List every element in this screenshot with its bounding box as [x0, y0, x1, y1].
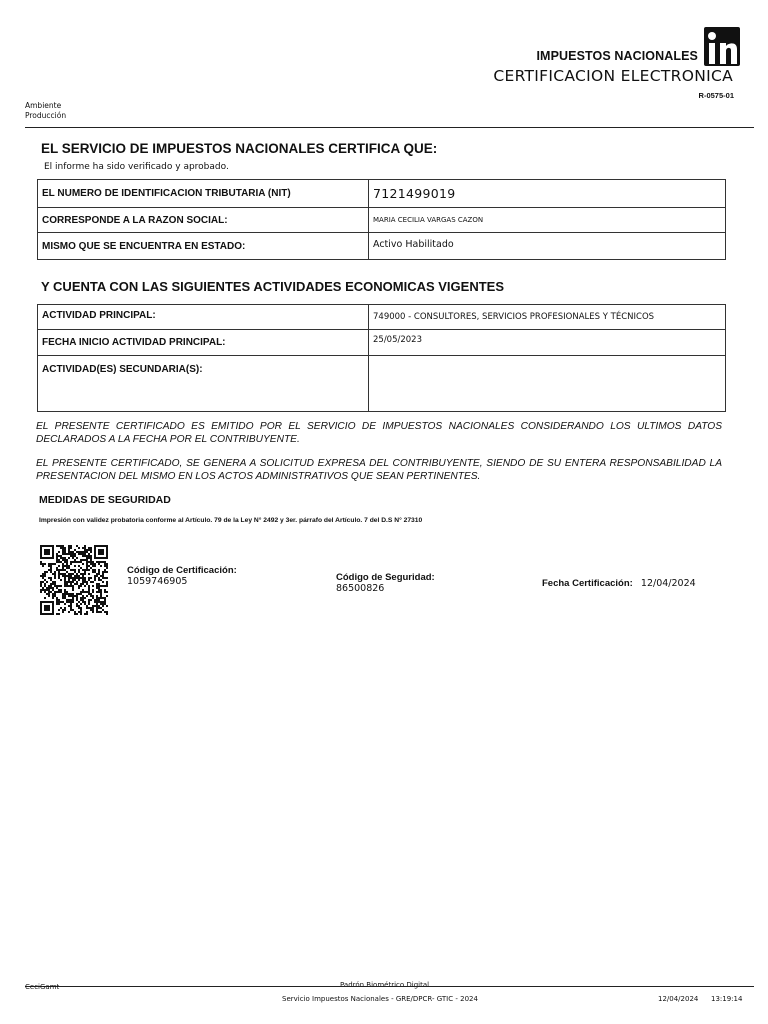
business-name-value: MARIA CECILIA VARGAS CAZON: [369, 208, 726, 233]
activity-start-label: FECHA INICIO ACTIVIDAD PRINCIPAL:: [38, 330, 369, 356]
certification-date-value: 12/04/2024: [640, 578, 696, 589]
table-row: [38, 356, 726, 412]
footer-department: Servicio Impuestos Nacionales - GRE/DPCR- GTIC - 2024: [282, 995, 478, 1003]
activity-start-value: 25/05/2023: [369, 330, 726, 356]
activities-heading: Y CUENTA CON LAS SIGUIENTES ACTIVIDADES ECONOMICAS VIGENTES: [41, 279, 504, 294]
certification-code: [127, 565, 237, 587]
certification-date: [542, 571, 696, 590]
table-row: [38, 208, 726, 233]
footer-time: 13:19:14: [711, 995, 743, 1003]
org-name: IMPUESTOS NACIONALES: [536, 49, 698, 63]
table-row: [38, 330, 726, 356]
environment-label: Ambiente: [25, 101, 62, 110]
table-row: [38, 180, 726, 208]
certification-code-value: 1059746905: [127, 576, 188, 587]
footer-user: CeciGamt: [25, 983, 60, 991]
verification-note: El informe ha sido verificado y aprobado.: [44, 162, 229, 172]
status-value: Activo Habilitado: [369, 233, 726, 260]
footer-date: 12/04/2024: [658, 995, 699, 1003]
security-code-label: Código de Seguridad:: [336, 572, 435, 583]
form-code: R-0575-01: [698, 91, 734, 100]
impuestos-nacionales-logo-icon: [704, 27, 740, 66]
environment-value: Producción: [25, 111, 67, 120]
document-title: CERTIFICACION ELECTRONICA: [493, 67, 733, 85]
environment-info: [25, 101, 66, 121]
certification-heading: EL SERVICIO DE IMPUESTOS NACIONALES CERTIFICA QUE:: [41, 141, 438, 156]
certification-date-label: Fecha Certificación:: [542, 578, 633, 589]
security-code: [336, 572, 435, 594]
header-divider: [25, 127, 754, 128]
security-heading: MEDIDAS DE SEGURIDAD: [39, 494, 171, 506]
main-activity-label: ACTIVIDAD PRINCIPAL:: [38, 305, 369, 330]
disclaimer-paragraph-2: EL PRESENTE CERTIFICADO, SE GENERA A SOLICITUD EXPRESA DEL CONTRIBUYENTE, SIENDO DE SU ENTERA RESPONSABILIDAD LA PRESENTACION DEL MISMO EN LOS ACTOS ADMINISTRATIVOS QUE SEAN PERTINENTES.: [36, 458, 722, 482]
activities-table: [37, 304, 726, 412]
legal-validity-note: Impresión con validez probatoria conforme al Artículo. 79 de la Ley N° 2492 y 3er. párrafo del Artículo. 7 del D.S N° 27310: [39, 517, 423, 524]
business-name-label: CORRESPONDE A LA RAZON SOCIAL:: [38, 208, 369, 233]
footer-divider: [25, 986, 754, 987]
footer-system-name: Padrón Biométrico Digital: [340, 981, 430, 989]
table-row: [38, 233, 726, 260]
main-activity-value: 749000 - CONSULTORES, SERVICIOS PROFESIONALES Y TÉCNICOS: [369, 305, 726, 330]
nit-label: EL NUMERO DE IDENTIFICACION TRIBUTARIA (NIT): [38, 180, 369, 208]
taxpayer-table: [37, 179, 726, 260]
secondary-activities-label: ACTIVIDAD(ES) SECUNDARIA(S):: [38, 356, 369, 412]
security-code-value: 86500826: [336, 583, 385, 594]
secondary-activities-value: [369, 356, 726, 412]
table-row: [38, 305, 726, 330]
nit-value: 7121499019: [369, 180, 726, 208]
status-label: MISMO QUE SE ENCUENTRA EN ESTADO:: [38, 233, 369, 260]
certification-code-label: Código de Certificación:: [127, 565, 237, 576]
qr-code-icon: [40, 545, 108, 615]
disclaimer-paragraph-1: EL PRESENTE CERTIFICADO ES EMITIDO POR EL SERVICIO DE IMPUESTOS NACIONALES CONSIDERANDO LOS ULTIMOS DATOS DECLARADOS A LA FECHA POR EL CONTRIBUYENTE.: [36, 421, 722, 445]
